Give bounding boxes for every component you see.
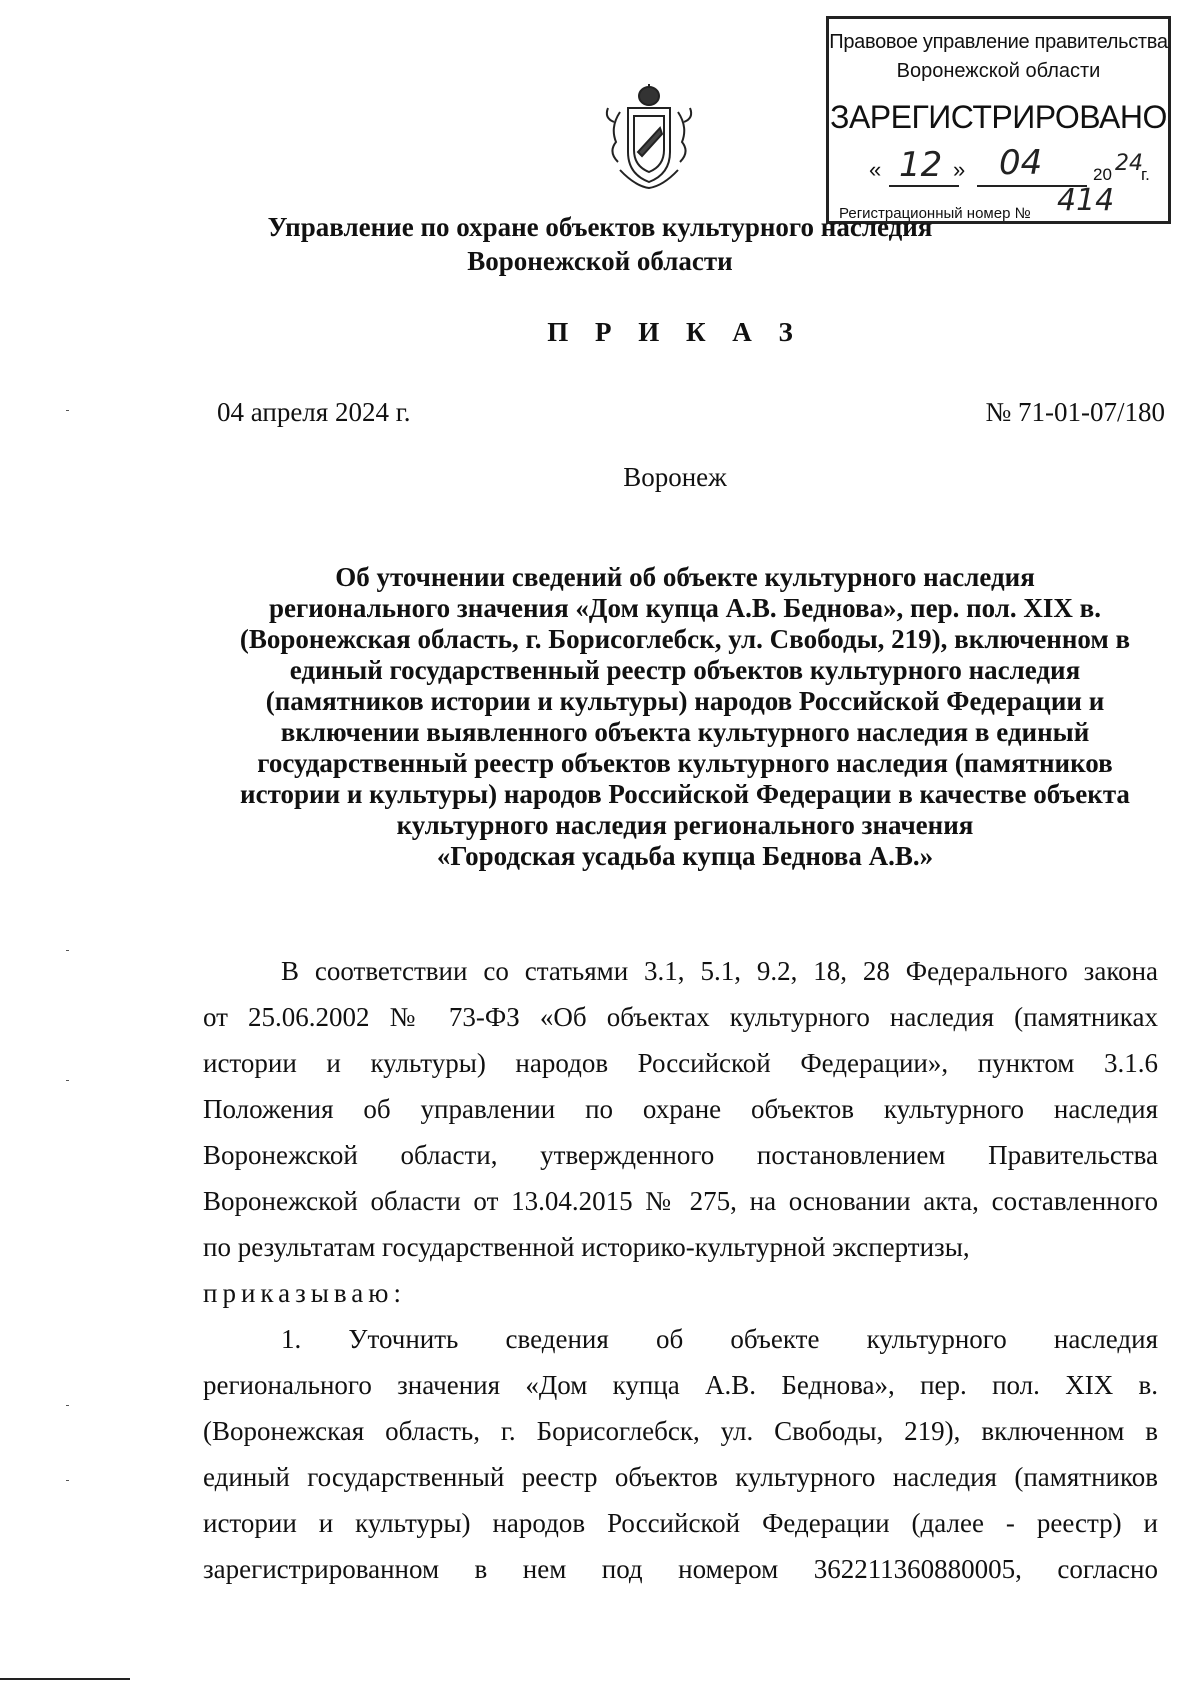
body-line: Воронежской области, утвержденного постановлением Правительства — [203, 1140, 1158, 1170]
bottom-rule — [0, 1678, 130, 1680]
agency-name-line2: Воронежской области — [467, 246, 733, 276]
item-1-line: единый государственный реестр объектов культурного наследия (памятников — [203, 1462, 1158, 1492]
stamp-year-handwritten: 24 — [1115, 151, 1143, 176]
stamp-month-handwritten: 04 — [999, 143, 1043, 183]
stamp-date-row — [869, 143, 1158, 189]
order-city: Воронеж — [623, 462, 727, 492]
subject-line: (памятников истории и культуры) народов Российской Федерации и — [265, 686, 1105, 716]
subject-line: государственный реестр объектов культурного наследия (памятников — [257, 748, 1113, 778]
subject-line: (Воронежская область, г. Борисоглебск, ул. Свободы, 219), включенном в — [239, 624, 1131, 654]
stamp-day-handwritten: 12 — [899, 145, 943, 185]
body-line: Положения об управлении по охране объектов культурного наследия — [203, 1094, 1158, 1124]
subject-line: Об уточнении сведений об объекте культурного наследия — [335, 562, 1035, 592]
stamp-year-prefix: 20 — [1093, 165, 1112, 184]
stamp-org-line1: Правовое управление правительства — [829, 31, 1168, 53]
document-title: П Р И К А З — [547, 317, 803, 347]
item-1-line: регионального значения «Дом купца А.В. Беднова», пер. пол. XIX в. — [203, 1370, 1158, 1400]
body-line: истории и культуры) народов Российской Федерации», пунктом 3.1.6 — [203, 1048, 1158, 1078]
subject-line: истории и культуры) народов Российской Федерации в качестве объекта — [240, 779, 1130, 809]
body-line: Воронежской области от 13.04.2015 № 275, на основании акта, составленного — [203, 1186, 1158, 1216]
body-line: по результатам государственной историко-культурной экспертизы, — [203, 1232, 970, 1262]
item-1-line: зарегистрированном в нем под номером 362211360880005, согласно — [203, 1554, 1158, 1584]
registration-stamp — [826, 16, 1171, 224]
order-date: 04 апреля 2024 г. — [217, 397, 411, 427]
coat-of-arms-icon — [600, 82, 698, 192]
order-subject — [200, 562, 1170, 872]
order-body — [203, 948, 1158, 1592]
subject-line: регионального значения «Дом купца А.В. Беднова», пер. пол. XIX в. — [268, 593, 1102, 623]
stamp-quote-close: » — [953, 157, 966, 182]
item-1-line: истории и культуры) народов Российской Федерации (далее - реестр) и — [203, 1508, 1158, 1538]
stamp-org-line2: Воронежской области — [896, 60, 1101, 82]
stamp-reg-number-handwritten: 414 — [1057, 183, 1115, 218]
item-1-line: (Воронежская область, г. Борисоглебск, ул. Свободы, 219), включенном в — [203, 1416, 1158, 1446]
subject-line: включении выявленного объекта культурного наследия в единый — [280, 717, 1090, 747]
stamp-quote-open: « — [869, 157, 882, 182]
order-number: № 71-01-07/180 — [985, 397, 1165, 427]
subject-line: культурного наследия регионального значения — [396, 810, 974, 840]
stamp-reg-number-label: Регистрационный номер № — [839, 205, 1031, 222]
body-line: от 25.06.2002 № 73-ФЗ «Об объектах культурного наследия (памятниках — [203, 1002, 1158, 1032]
orders-word: приказываю: — [203, 1278, 406, 1308]
subject-line: «Городская усадьба купца Беднова А.В.» — [436, 841, 934, 871]
agency-name-line1: Управление по охране объектов культурного наследия — [267, 212, 933, 242]
body-line: В соответствии со статьями 3.1, 5.1, 9.2, 18, 28 Федерального закона — [281, 956, 1158, 986]
stamp-year-suffix: г. — [1141, 165, 1150, 184]
item-1-line: 1. Уточнить сведения об объекте культурного наследия — [281, 1324, 1158, 1354]
stamp-registered-label: ЗАРЕГИСТРИРОВАНО — [830, 99, 1167, 135]
subject-line: единый государственный реестр объектов культурного наследия — [289, 655, 1081, 685]
